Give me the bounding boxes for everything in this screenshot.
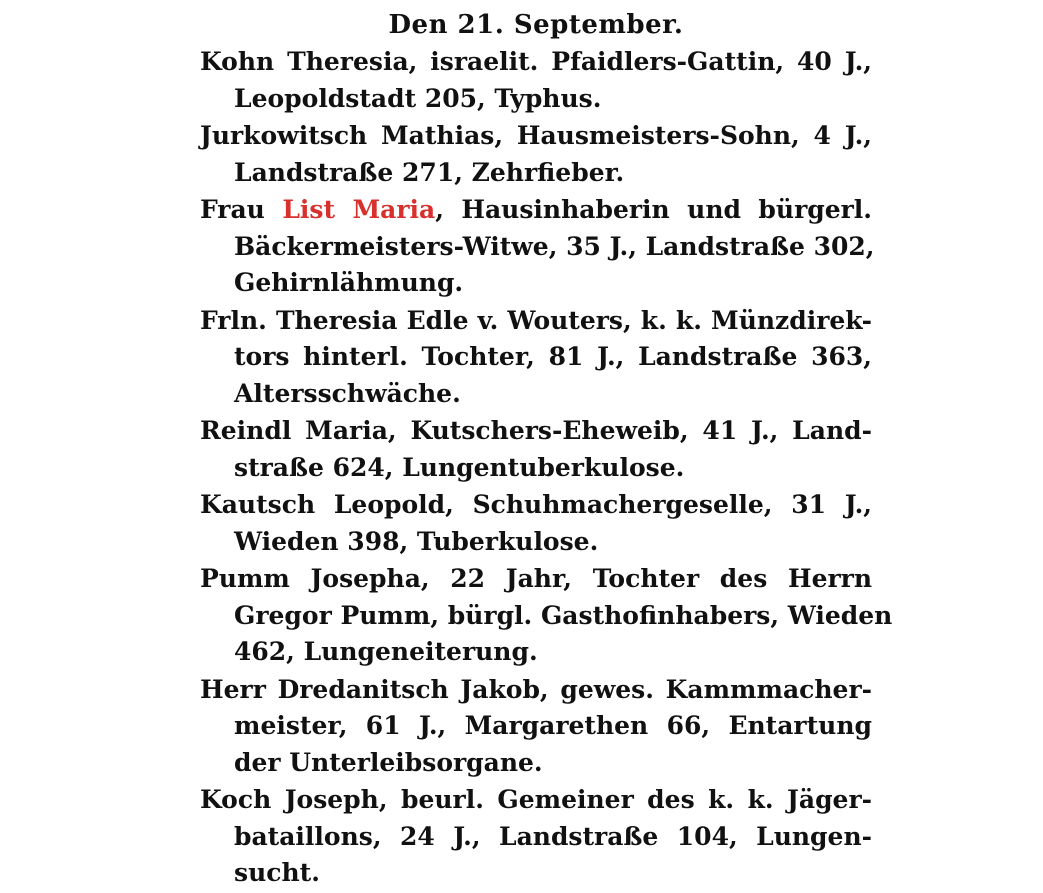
entry-line: meister, 61 J., Margarethen 66, Entartung [234, 711, 872, 740]
entry-line: Frln. Theresia Edle v. Wouters, k. k. Münzdirek- [200, 305, 872, 335]
entry-line: Koch Joseph, beurl. Gemeiner des k. k. Jäger- [200, 785, 872, 814]
register-entry-reindl [200, 413, 872, 486]
entry-line: Gehirnlähmung. [234, 268, 464, 297]
entry-line [200, 192, 872, 229]
entry-line: 462, Lungeneiterung. [234, 637, 538, 666]
register-entry-list [200, 192, 875, 302]
register-entry-pumm [200, 561, 893, 671]
entry-line: Gregor Pumm, bürgl. Gasthofinhabers, Wieden [234, 600, 893, 630]
entry-line: bataillons, 24 J., Landstraße 104, Lungen- [234, 821, 872, 851]
entry-prefix: Frau [200, 195, 283, 224]
entry-line: Altersschwäche. [234, 378, 461, 408]
entry-line: Wieden 398, Tuberkulose. [234, 526, 599, 556]
entry-line: sucht. [234, 858, 320, 887]
entry-line: Landstraße 271, Zehrfieber. [234, 157, 625, 187]
entry-line: straße 624, Lungentuberkulose. [234, 452, 685, 482]
entry-line: Reindl Maria, Kutschers-Eheweib, 41 J., Land- [200, 416, 872, 445]
register-entry-wouters [200, 303, 872, 413]
highlighted-name: List Maria [282, 195, 436, 224]
entry-line: Kohn Theresia, israelit. Pfaidlers-Gattin, 40 J., [200, 47, 872, 76]
entry-line: Bäckermeisters-Witwe, 35 J., Landstraße 302, [234, 231, 875, 261]
entry-line: Pumm Josepha, 22 Jahr, Tochter des Herrn [200, 564, 872, 593]
entry-line: Leopoldstadt 205, Typhus. [234, 83, 602, 113]
death-register-page [200, 8, 893, 893]
entry-rest: , Hausinhaberin und bürgerl. [435, 195, 873, 224]
register-entry-kohn [200, 44, 872, 117]
register-entry-kautsch [200, 487, 872, 560]
register-entry-dredanitsch [200, 672, 872, 782]
register-entry-koch [200, 782, 872, 892]
page-heading: Den 21. September. [388, 10, 684, 40]
entry-line: Kautsch Leopold, Schuhmachergeselle, 31 J., [200, 490, 872, 519]
entry-line: der Unterleibsorgane. [234, 747, 543, 777]
entry-line: tors hinterl. Tochter, 81 J., Landstraße 363, [234, 342, 872, 371]
entry-line: Herr Dredanitsch Jakob, gewes. Kammmacher- [200, 674, 872, 704]
register-entry-jurkowitsch [200, 118, 872, 191]
entry-line: Jurkowitsch Mathias, Hausmeisters-Sohn, 4 J., [200, 121, 872, 150]
